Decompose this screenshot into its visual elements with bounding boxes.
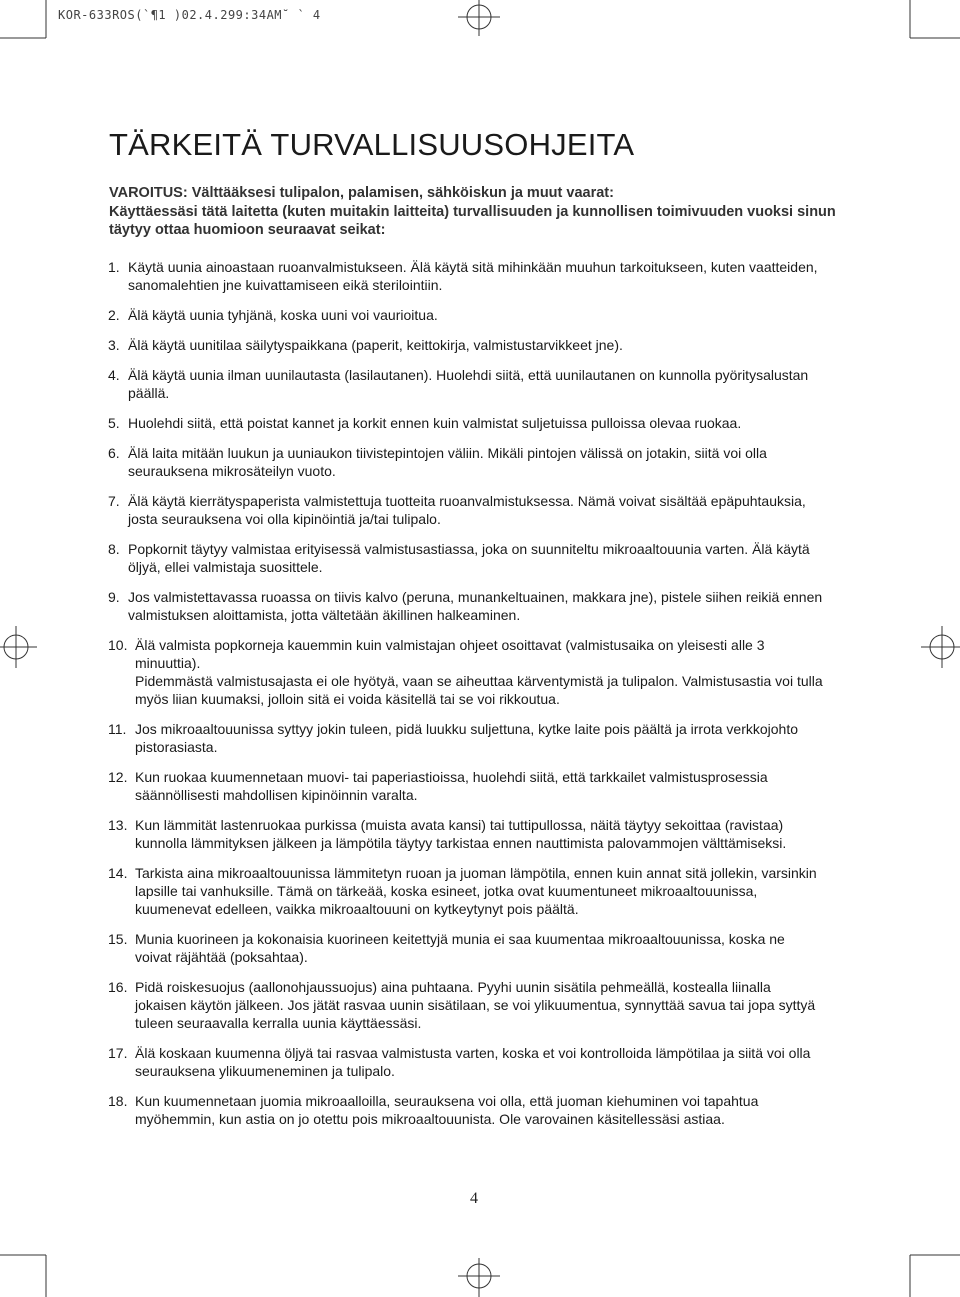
item-text-line: Jos valmistettavassa ruoassa on tiivis kalvo (peruna, munankeltuainen, makkara jne), pistele siihen reikiä ennen (128, 589, 823, 605)
list-item (108, 978, 848, 1032)
list-item (108, 1044, 848, 1080)
item-number: 4. (108, 367, 120, 383)
item-number: 5. (108, 415, 120, 431)
item-text-line: Pidä roiskesuojus (aallonohjaussuojus) aina puhtaana. Pyyhi uunin sisätila pehmeällä, kostealla liinalla (135, 979, 771, 995)
item-number: 18. (108, 1093, 128, 1109)
item-text (135, 768, 848, 804)
item-text-line: Kun kuumennetaan juomia mikroaalloilla, seurauksena voi olla, että juoman kiehuminen voi tapahtua (135, 1093, 759, 1109)
item-number: 12. (108, 769, 128, 785)
item-number: 16. (108, 979, 128, 995)
item-text-line: Munia kuorineen ja kokonaisia kuorineen keitettyjä munia ei saa kuumentaa mikroaaltouunissa, koska ne (135, 931, 785, 947)
item-text-line: minuuttia). (135, 655, 201, 671)
item-text (135, 864, 848, 918)
item-text-line: Kun ruokaa kuumennetaan muovi- tai paperiastioissa, huolehdi siitä, että tarkkailet valmistusprosessia (135, 769, 768, 785)
warning-line: Käyttäessäsi tätä laitetta (kuten muitakin laitteita) turvallisuuden ja kunnollisen toimivuuden vuoksi sinun (109, 203, 836, 220)
item-number: 1. (108, 259, 120, 275)
item-text-line: Älä valmista popkorneja kauemmin kuin valmistajan ohjeet osoittavat (valmistusaika on yleisesti alle 3 (135, 637, 765, 653)
list-item (108, 366, 848, 402)
item-text-line: kunnolla lämmityksen jälkeen ja lämpötila täytyy tarkistaa ennen nauttimista palovammojen välttämiseksi. (135, 835, 787, 851)
item-number: 15. (108, 931, 128, 947)
item-text-line: Älä käytä uunia tyhjänä, koska uuni voi vaurioitua. (128, 307, 438, 323)
list-item (108, 336, 848, 354)
item-text-line: päällä. (128, 385, 170, 401)
list-item (108, 444, 848, 480)
item-text-line: Popkornit täytyy valmistaa erityisessä valmistusastiassa, joka on suunniteltu mikroaaltouunia varten. Älä käytä (128, 541, 810, 557)
item-text-line: Jos mikroaaltouunissa syttyy jokin tuleen, pidä luukku suljettuna, kytke laite pois päältä ja irrota verkkojohto (135, 721, 799, 737)
item-text (135, 1044, 848, 1080)
item-text-line: myös liian kuumaksi, jolloin sitä ei voida käsitellä tai se voi rikkoutua. (135, 691, 560, 707)
list-item (108, 258, 848, 294)
list-item (108, 636, 848, 708)
item-number: 17. (108, 1045, 128, 1061)
item-text-line: Älä käytä uunitilaa säilytyspaikkana (paperit, keittokirja, valmistustarvikkeet jne). (128, 337, 623, 353)
page-title: TÄRKEITÄ TURVALLISUUSOHJEITA (109, 127, 635, 162)
item-text (128, 336, 848, 354)
list-item (108, 1092, 848, 1128)
item-text-line: voivat räjähtää (poksahtaa). (135, 949, 308, 965)
item-text-line: sanomalehtien jne kuivattamiseen eikä sterilointiin. (128, 277, 443, 293)
item-number: 13. (108, 817, 128, 833)
item-text-line: Älä laita mitään luukun ja uuniaukon tiivistepintojen väliin. Mikäli pintojen välissä on jotakin, siitä voi olla (128, 445, 767, 461)
list-item (108, 540, 848, 576)
item-text (128, 492, 848, 528)
item-text-line: seurauksena mikrosäteilyn vuoto. (128, 463, 336, 479)
item-number: 8. (108, 541, 120, 557)
item-number: 6. (108, 445, 120, 461)
item-text (128, 258, 848, 294)
safety-instructions-list (108, 258, 848, 1140)
item-text (135, 816, 848, 852)
item-text (128, 588, 848, 624)
item-text (128, 414, 848, 432)
item-text-line: Käytä uunia ainoastaan ruoanvalmistukseen. Älä käytä sitä mihinkään muuhun tarkoitukseen, kuten vaatteiden, (128, 259, 818, 275)
item-text (128, 366, 848, 402)
item-text-line: tuleen seuraavalla kerralla uunia käyttäessäsi. (135, 1015, 422, 1031)
warning-line: täytyy ottaa huomioon seuraavat seikat: (109, 222, 386, 238)
list-item (108, 306, 848, 324)
item-text (135, 1092, 848, 1128)
item-number: 9. (108, 589, 120, 605)
item-number: 14. (108, 865, 128, 881)
item-text-line: Kun lämmität lastenruokaa purkissa (muista avata kansi) tai tuttipullossa, näitä täytyy sekoittaa (ravistaa) (135, 817, 784, 833)
item-text-line: seurauksena ylikuumeneminen ja tulipalo. (135, 1063, 395, 1079)
item-text (135, 636, 848, 708)
item-text-line: lapsille tai vanhuksille. Tämä on tärkeää, koska esineet, jotka ovat kuumentuneet mikroaaltouunissa, (135, 883, 758, 899)
item-text-line: Huolehdi siitä, että poistat kannet ja korkit ennen kuin valmistat suljetuissa pulloissa olevaa ruokaa. (128, 415, 742, 431)
item-text-line: Pidemmästä valmistusajasta ei ole hyötyä, vaan se aiheuttaa kärventymistä ja tulipalon. Valmistusastia voi tulla (135, 673, 823, 689)
list-item (108, 720, 848, 756)
item-text (135, 930, 848, 966)
warning-paragraph (109, 184, 849, 240)
item-text-line: öljyä, ellei valmistaja suosittele. (128, 559, 323, 575)
item-number: 3. (108, 337, 120, 353)
print-slug: KOR-633ROS(`¶1 )02.4.299:34AM˘ ` 4 (58, 8, 321, 22)
item-text-line: valmistuksen aloittamista, jotta vältetään äkillinen halkeaminen. (128, 607, 521, 623)
list-item (108, 816, 848, 852)
item-text-line: säännöllisesti mahdollisen kipinöinnin varalta. (135, 787, 418, 803)
item-text-line: kuumenevat edelleen, vaikka mikroaaltouuni on kytkeytynyt pois päältä. (135, 901, 579, 917)
list-item (108, 414, 848, 432)
list-item (108, 864, 848, 918)
list-item (108, 492, 848, 528)
warning-line: VAROITUS: Välttääksesi tulipalon, palamisen, sähköiskun ja muut vaarat: (109, 185, 614, 201)
item-text-line: Tarkista aina mikroaaltouunissa lämmitetyn ruoan ja juoman lämpötila, ennen kuin annat sitä jollekin, varsinkin (135, 865, 817, 881)
item-text-line: Älä käytä kierrätyspaperista valmistettuja tuotteita ruoanvalmistuksessa. Nämä voivat sisältää epäpuhtauksia, (128, 493, 806, 509)
item-number: 2. (108, 307, 120, 323)
item-text (128, 444, 848, 480)
item-text (135, 978, 848, 1032)
item-text-line: Älä koskaan kuumenna öljyä tai rasvaa valmistusta varten, koska et voi kontrolloida lämpötilaa ja siitä voi olla (135, 1045, 811, 1061)
item-number: 11. (108, 721, 127, 737)
item-text (128, 540, 848, 576)
item-text-line: myöhemmin, kun astia on jo otettu pois mikroaaltouunista. Ole varovainen käsitellessäsi astiaa. (135, 1111, 725, 1127)
item-number: 7. (108, 493, 120, 509)
list-item (108, 768, 848, 804)
list-item (108, 930, 848, 966)
item-text-line: pistorasiasta. (135, 739, 218, 755)
page-number: 4 (470, 1190, 478, 1207)
item-text-line: jokaisen käytön jälkeen. Jos jätät rasvaa uunin sisätilaan, se voi ylikuumentua, synnyttää savua tai jopa syttyä (135, 997, 816, 1013)
item-number: 10. (108, 637, 128, 653)
item-text-line: Älä käytä uunia ilman uunilautasta (lasilautanen). Huolehdi siitä, että uunilautanen on kunnolla pyöritysalustan (128, 367, 809, 383)
item-text (135, 720, 848, 756)
list-item (108, 588, 848, 624)
item-text (128, 306, 848, 324)
item-text-line: josta seurauksena voi olla kipinöintiä ja/tai tulipalo. (128, 511, 441, 527)
